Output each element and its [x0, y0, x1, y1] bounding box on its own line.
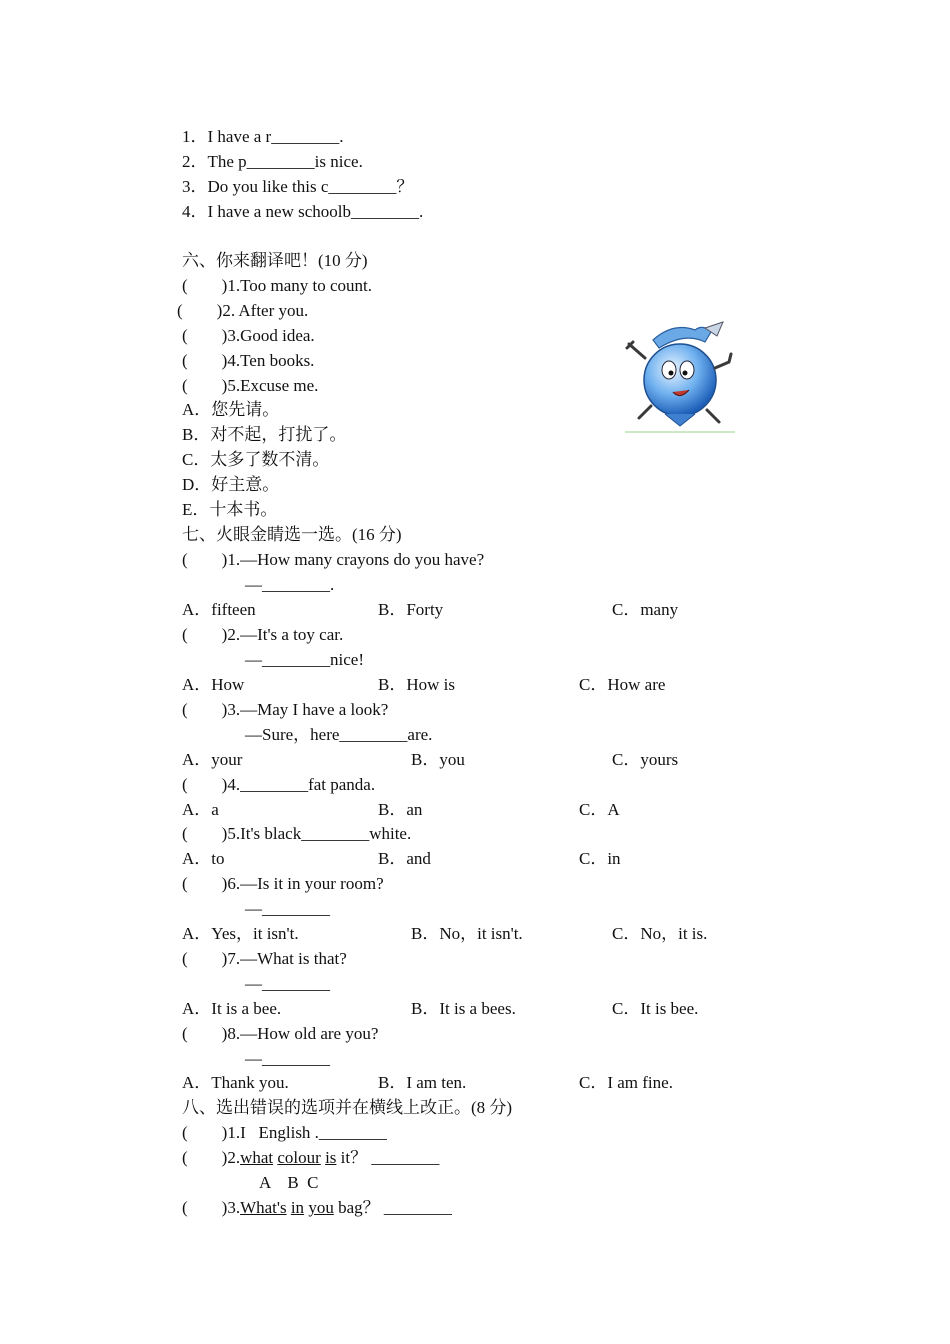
section-6-title: 六、你来翻译吧！(10 分) [182, 251, 368, 270]
q3-underlined-word-b: in [290, 1198, 305, 1217]
q2-prefix: ( )2. [182, 1148, 241, 1167]
choice-question-1-reply: —________. [245, 575, 335, 594]
fill-item-4: 4．I have a new schoolb________. [182, 202, 424, 221]
q5-option-c: C．in [579, 849, 621, 868]
q1-option-a: A．fifteen [182, 600, 256, 619]
translate-answer-e: E．十本书。 [182, 500, 278, 519]
translate-question-2: ( )2. After you. [177, 301, 309, 320]
fill-item-2: 2．The p________is nice. [182, 152, 363, 171]
q2-underlined-word-c: is [325, 1148, 337, 1167]
q2-underlined-word-b: colour [277, 1148, 321, 1167]
q6-option-a: A．Yes，it isn't. [182, 924, 299, 943]
q5-option-b: B．and [378, 849, 431, 868]
q6-option-b: B．No，it isn't. [411, 924, 523, 943]
section-8-title: 八、选出错误的选项并在横线上改正。(8 分) [182, 1098, 513, 1117]
translate-question-3: ( )3.Good idea. [182, 326, 315, 345]
choice-question-2: ( )2.—It's a toy car. [182, 625, 344, 644]
choice-question-3: ( )3.—May I have a look? [182, 700, 389, 719]
q7-option-a: A．It is a bee. [182, 999, 282, 1018]
choice-question-5: ( )5.It's black________white. [182, 824, 412, 843]
choice-question-6-reply: —________ [245, 899, 330, 918]
choice-question-6: ( )6.—Is it in your room? [182, 874, 384, 893]
translate-answer-a: A．您先请。 [182, 400, 280, 419]
q6-option-c: C．No，it is. [612, 924, 708, 943]
q3-underlined-word-c: you [308, 1198, 334, 1217]
q3-option-a: A．your [182, 750, 243, 769]
cartoon-ball-mascot-icon [625, 318, 735, 434]
q3-underlined-word-a: What's [240, 1198, 287, 1217]
choice-question-7: ( )7.—What is that? [182, 949, 347, 968]
choice-question-8: ( )8.—How old are you? [182, 1024, 379, 1043]
choice-question-8-reply: —________ [245, 1049, 330, 1068]
q8-option-c: C．I am fine. [579, 1073, 673, 1092]
q3-option-b: B．you [411, 750, 465, 769]
translate-question-5: ( )5.Excuse me. [182, 376, 319, 395]
choice-question-1: ( )1.—How many crayons do you have? [182, 550, 485, 569]
q4-option-b: B．an [378, 800, 423, 819]
q2-option-b: B．How is [378, 675, 455, 694]
correction-question-1: ( )1.I English .________ [182, 1123, 387, 1142]
q2-underlined-word-a: what [240, 1148, 274, 1167]
correction-question-2 [182, 1148, 439, 1168]
q3-prefix: ( )3. [182, 1198, 241, 1217]
section-7-title: 七、火眼金睛选一选。(16 分) [182, 525, 402, 544]
q2-option-a: A．How [182, 675, 245, 694]
choice-question-7-reply: —________ [245, 974, 330, 993]
q8-option-a: A．Thank you. [182, 1073, 289, 1092]
q1-option-c: C．many [612, 600, 679, 619]
q7-option-c: C．It is bee. [612, 999, 699, 1018]
choice-question-2-reply: —________nice! [245, 650, 364, 669]
q1-option-b: B．Forty [378, 600, 444, 619]
q3-option-c: C．yours [612, 750, 679, 769]
choice-question-4: ( )4.________fat panda. [182, 775, 376, 794]
q2-rest: it？ ________ [336, 1148, 440, 1167]
fill-item-1: 1．I have a r________. [182, 127, 344, 146]
q7-option-b: B．It is a bees. [411, 999, 516, 1018]
q2-option-letters: A B C [259, 1173, 319, 1192]
translate-question-4: ( )4.Ten books. [182, 351, 315, 370]
translate-answer-c: C．太多了数不清。 [182, 450, 330, 469]
fill-item-3: 3．Do you like this c________？ [182, 177, 414, 196]
q8-option-b: B．I am ten. [378, 1073, 467, 1092]
q5-option-a: A．to [182, 849, 225, 868]
q4-option-c: C．A [579, 800, 620, 819]
correction-question-3 [182, 1198, 452, 1218]
translate-answer-b: B．对不起，打扰了。 [182, 425, 347, 444]
translate-question-1: ( )1.Too many to count. [182, 276, 373, 295]
choice-question-3-reply: —Sure，here________are. [245, 725, 433, 744]
q3-rest: bag？ ________ [333, 1198, 452, 1217]
q4-option-a: A．a [182, 800, 219, 819]
q2-option-c: C．How are [579, 675, 666, 694]
translate-answer-d: D．好主意。 [182, 475, 280, 494]
